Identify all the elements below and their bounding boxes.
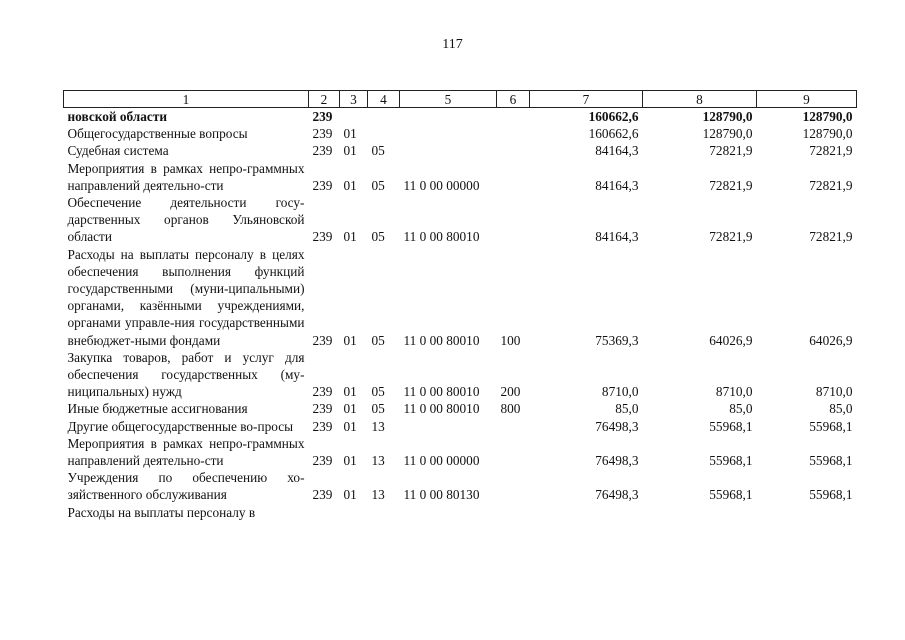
table-body — [64, 108, 857, 521]
row-value-cell-c5 — [400, 108, 497, 126]
row-value-cell-c2: 239 — [312, 453, 333, 469]
row-value-cell-c2: 239 — [312, 384, 333, 400]
row-value-cell-c9: 55968,1 — [809, 487, 853, 503]
row-value-cell-c7: 76498,3 — [595, 453, 639, 469]
row-name-cell: Мероприятия в рамках непро-граммных направлений деятельно-сти — [67, 435, 305, 469]
row-value-cell-c3: 01 — [343, 418, 357, 434]
row-name-cell: Закупка товаров, работ и услуг для обеспечения государственных (му-ниципальных) нужд — [67, 349, 305, 400]
column-header: 4 — [368, 91, 400, 108]
row-value-cell-c8: 55968,1 — [709, 453, 753, 469]
column-header: 8 — [643, 91, 757, 108]
row-value-cell-c5: 11 0 00 00000 — [403, 177, 480, 193]
row-value-cell-c3: 01 — [343, 177, 357, 193]
row-value-cell-c9: 128790,0 — [802, 126, 853, 142]
row-name-cell: Расходы на выплаты персоналу в — [67, 504, 256, 520]
row-value-cell-c8: 64026,9 — [709, 332, 753, 348]
row-value-cell-c7: 84164,3 — [595, 143, 639, 159]
row-value-cell-c3: 01 — [343, 401, 357, 417]
row-value-cell-c8: 55968,1 — [709, 487, 753, 503]
row-value-cell-c7: 75369,3 — [595, 332, 639, 348]
row-name-cell: Судебная система — [67, 143, 169, 159]
row-value-cell-c8: 55968,1 — [709, 418, 753, 434]
row-value-cell-c4: 05 — [371, 229, 385, 245]
row-value-cell-c7: 84164,3 — [595, 229, 639, 245]
table-row — [64, 246, 857, 349]
table-row — [64, 504, 857, 521]
column-header: 9 — [757, 91, 857, 108]
row-value-cell-c9: 72821,9 — [809, 177, 853, 193]
row-value-cell-c6 — [497, 504, 530, 521]
table-row — [64, 125, 857, 142]
row-value-cell-c7: 84164,3 — [595, 177, 639, 193]
row-value-cell-c9: 72821,9 — [809, 143, 853, 159]
row-value-cell-c4: 13 — [371, 487, 385, 503]
column-header: 2 — [309, 91, 340, 108]
row-value-cell-c9: 8710,0 — [815, 384, 853, 400]
row-value-cell-c2: 239 — [312, 229, 333, 245]
table-row — [64, 108, 857, 126]
column-header: 3 — [340, 91, 368, 108]
row-value-cell-c5: 11 0 00 80010 — [403, 229, 480, 245]
table-row — [64, 160, 857, 194]
row-value-cell-c9: 55968,1 — [809, 418, 853, 434]
table-row — [64, 142, 857, 159]
row-value-cell-c3: 01 — [343, 453, 357, 469]
row-value-cell-c6 — [497, 435, 530, 469]
column-header: 5 — [400, 91, 497, 108]
row-value-cell-c3: 01 — [343, 126, 357, 142]
row-value-cell-c2: 239 — [312, 126, 333, 142]
row-value-cell-c4: 05 — [371, 177, 385, 193]
row-value-cell-c5: 11 0 00 80010 — [403, 384, 480, 400]
row-value-cell-c5: 11 0 00 80010 — [403, 401, 480, 417]
table-row — [64, 194, 857, 246]
row-value-cell-c4: 05 — [371, 143, 385, 159]
row-value-cell-c6: 200 — [500, 384, 521, 400]
row-value-cell-c6 — [497, 418, 530, 435]
row-value-cell-c7: 160662,6 — [588, 126, 639, 142]
row-value-cell-c2: 239 — [312, 143, 333, 159]
row-value-cell-c9: 72821,9 — [809, 229, 853, 245]
table-row — [64, 435, 857, 469]
row-value-cell-c3 — [340, 504, 368, 521]
row-value-cell-c3: 01 — [343, 384, 357, 400]
row-value-cell-c6 — [497, 194, 530, 246]
row-value-cell-c4 — [368, 125, 400, 142]
row-value-cell-c9: 128790,0 — [802, 109, 853, 124]
row-value-cell-c7: 8710,0 — [601, 384, 639, 400]
row-value-cell-c5: 11 0 00 00000 — [403, 453, 480, 469]
row-value-cell-c4: 05 — [371, 384, 385, 400]
row-value-cell-c6 — [497, 142, 530, 159]
table-row — [64, 400, 857, 417]
row-value-cell-c7: 76498,3 — [595, 418, 639, 434]
header-row — [64, 91, 857, 108]
table-row — [64, 469, 857, 503]
row-value-cell-c5: 11 0 00 80130 — [403, 487, 480, 503]
row-value-cell-c8: 72821,9 — [709, 177, 753, 193]
row-value-cell-c2: 239 — [312, 418, 333, 434]
row-value-cell-c2: 239 — [312, 332, 333, 348]
row-value-cell-c2: 239 — [312, 109, 333, 124]
row-value-cell-c6: 800 — [500, 401, 521, 417]
column-header: 6 — [497, 91, 530, 108]
row-value-cell-c9 — [757, 504, 857, 521]
row-value-cell-c6 — [497, 108, 530, 126]
row-value-cell-c2 — [309, 504, 340, 521]
row-value-cell-c6: 100 — [500, 332, 521, 348]
row-name-cell: Иные бюджетные ассигнования — [67, 401, 248, 417]
row-value-cell-c7: 160662,6 — [588, 109, 639, 124]
row-value-cell-c6 — [497, 125, 530, 142]
row-value-cell-c4 — [368, 504, 400, 521]
budget-table — [63, 90, 857, 521]
table-row — [64, 349, 857, 401]
row-value-cell-c9: 64026,9 — [809, 332, 853, 348]
row-value-cell-c8: 128790,0 — [702, 126, 753, 142]
row-name-cell: Расходы на выплаты персоналу в целях обеспечения выполнения функций государственными (муни-ципальными) органами, казёнными учреждениями, органами управле-ния государственными внебюджет-ными фондами — [67, 246, 305, 348]
row-value-cell-c9: 55968,1 — [809, 453, 853, 469]
row-value-cell-c3: 01 — [343, 332, 357, 348]
row-value-cell-c5 — [400, 418, 497, 435]
row-value-cell-c5 — [400, 125, 497, 142]
row-value-cell-c3: 01 — [343, 229, 357, 245]
row-value-cell-c9: 85,0 — [829, 401, 853, 417]
row-name-cell: Учреждения по обеспечению хо-зяйственного обслуживания — [67, 470, 305, 503]
row-value-cell-c7 — [530, 504, 643, 521]
table-row — [64, 418, 857, 435]
row-value-cell-c5 — [400, 504, 497, 521]
row-name-cell: Другие общегосударственные во-просы — [67, 418, 294, 434]
row-value-cell-c3: 01 — [343, 487, 357, 503]
row-value-cell-c6 — [497, 160, 530, 194]
row-value-cell-c2: 239 — [312, 401, 333, 417]
row-value-cell-c6 — [497, 469, 530, 503]
row-value-cell-c8: 128790,0 — [702, 109, 753, 124]
row-name-cell: Мероприятия в рамках непро-граммных направлений деятельно-сти — [67, 160, 305, 193]
row-value-cell-c3: 01 — [343, 143, 357, 159]
row-value-cell-c8: 8710,0 — [715, 384, 753, 400]
column-header: 1 — [64, 91, 309, 108]
row-value-cell-c4: 05 — [371, 401, 385, 417]
row-value-cell-c8: 85,0 — [729, 401, 753, 417]
column-header: 7 — [530, 91, 643, 108]
row-value-cell-c8 — [643, 504, 757, 521]
row-value-cell-c4: 05 — [371, 332, 385, 348]
page-number: 117 — [442, 37, 463, 52]
row-name-cell: Обеспечение деятельности госу-дарственных органов Ульяновской области — [67, 195, 305, 245]
row-value-cell-c7: 76498,3 — [595, 487, 639, 503]
row-value-cell-c4: 13 — [371, 453, 385, 469]
row-name-cell: Общегосударственные вопросы — [67, 126, 248, 142]
row-value-cell-c4 — [368, 108, 400, 126]
row-value-cell-c2: 239 — [312, 177, 333, 193]
row-name-cell: новской области — [67, 109, 168, 124]
row-value-cell-c4: 13 — [371, 418, 385, 434]
row-value-cell-c2: 239 — [312, 487, 333, 503]
row-value-cell-c8: 72821,9 — [709, 229, 753, 245]
row-value-cell-c3 — [340, 108, 368, 126]
row-value-cell-c5: 11 0 00 80010 — [403, 332, 480, 348]
row-value-cell-c7: 85,0 — [615, 401, 639, 417]
row-value-cell-c8: 72821,9 — [709, 143, 753, 159]
row-value-cell-c5 — [400, 142, 497, 159]
